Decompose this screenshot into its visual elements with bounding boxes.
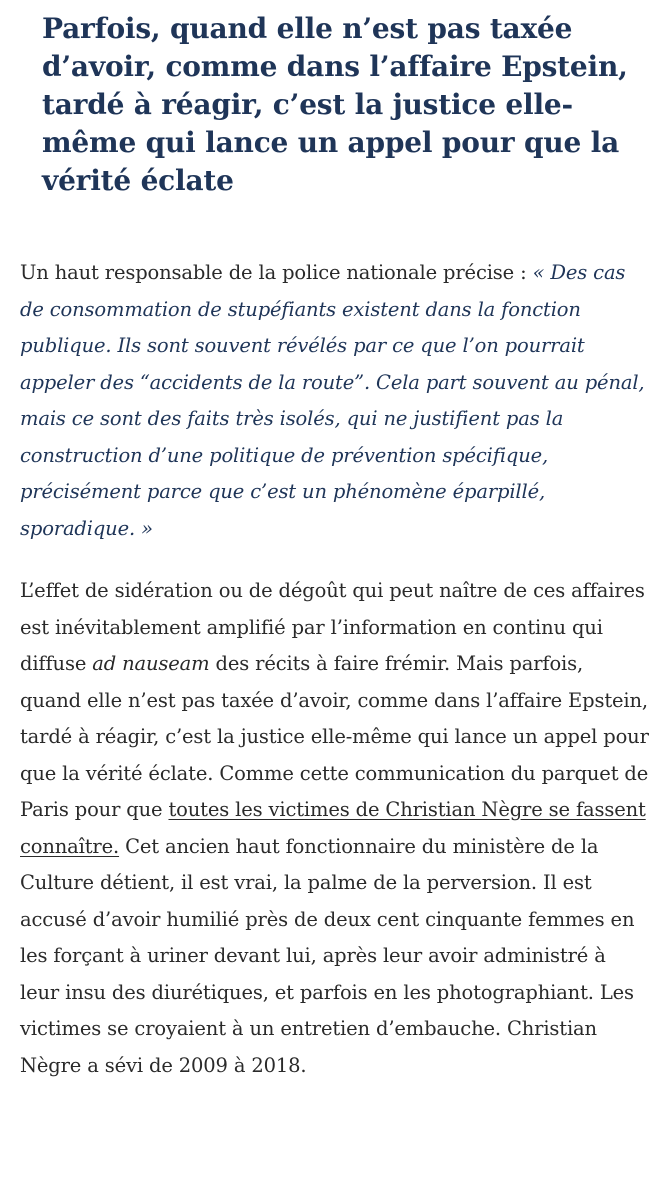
paragraph-text-part2: des récits à faire frémir. Mais parfois, quand elle n’est pas taxée d’avoir, comme dans l’affaire Epstein, tardé à réagir, c’est la justice elle-même qui lance un appel pour que la vérité éclate. Comme cette communication du parquet de Paris pour que (20, 652, 649, 821)
paragraph-text-part3: Cet ancien haut fonctionnaire du ministère de la Culture détient, il est vrai, la palme de la perversion. Il est accusé d’avoir humilié près de deux cent cinquante femmes en les forçant à uriner devant lui, après leur avoir administré à leur insu des diurétiques, et parfois en les photographiant. Les victimes se croyaient à un entretien d’embauche. Christian Nègre a sévi de 2009 à 2018. (20, 834, 635, 1077)
paragraph-epstein-negre (20, 573, 650, 1084)
emphasis-ad-nauseam: ad nauseam (92, 652, 210, 675)
paragraph-text-part1: L’effet de sidération ou de dégoût qui peut naître de ces affaires est inévitablement amplifié par l’information en continu qui diffuse (20, 579, 645, 675)
paragraph-intro: Un haut responsable de la police nationale précise : (20, 261, 533, 284)
victims-appeal-link[interactable]: toutes les victimes de Christian Nègre se fassent connaître. (20, 798, 646, 858)
pull-quote: Parfois, quand elle n’est pas taxée d’avoir, comme dans l’affaire Epstein, tardé à réagir, c’est la justice elle-même qui lance un appel pour que la vérité éclate (42, 12, 628, 197)
police-official-quote: « Des cas de consommation de stupéfiants existent dans la fonction publique. Ils sont souvent révélés par ce que l’on pourrait appeler des “accidents de la route”. Cela part souvent au pénal, mais ce sont des faits très isolés, qui ne justifient pas la construction d’une politique de prévention spécifique, précisément parce que c’est un phénomène éparpillé, sporadique. » (20, 261, 645, 540)
paragraph-police-quote (20, 255, 650, 547)
